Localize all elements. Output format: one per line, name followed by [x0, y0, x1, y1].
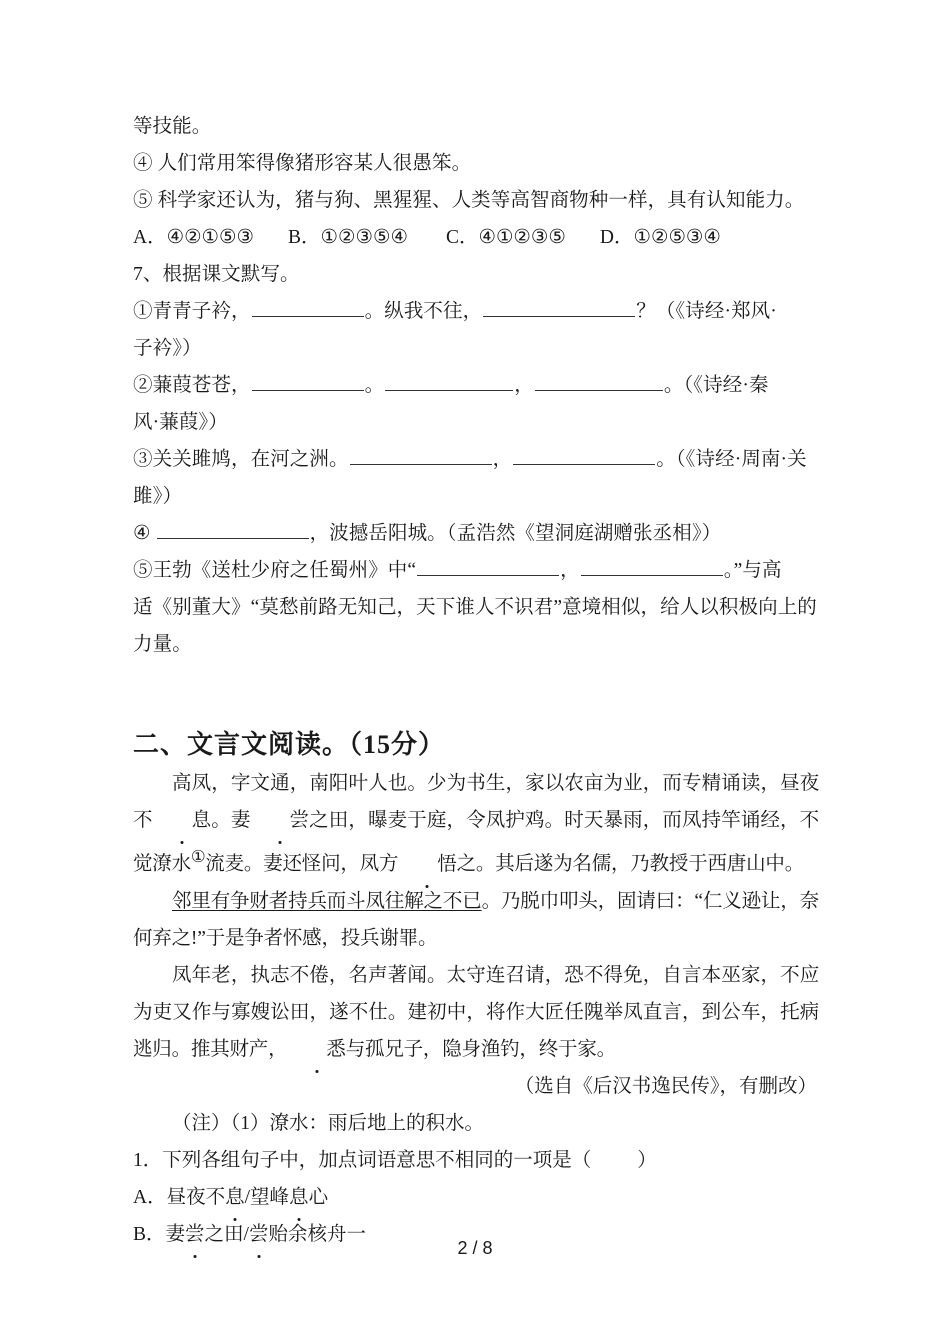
wenyan-p1-a: 高凤，字文通，南阳叶人也。少为书生，家以农亩为业，而专精诵读，昼夜不 — [133, 773, 819, 831]
q7-item-2-text-4: 。（《诗经·秦 — [663, 375, 769, 396]
q7-item-2 — [133, 367, 819, 404]
q6-option-b-value: ①②③⑤④ — [320, 227, 408, 248]
q7-blank-4-1[interactable] — [157, 521, 309, 539]
q7-item-1-text-1: 青青子衿， — [152, 301, 251, 322]
s2-q1-option-b-p2: 之田/ — [204, 1223, 249, 1245]
q7-blank-2-3[interactable] — [535, 373, 663, 391]
emphasis-char-chang-3: 尝 — [249, 1216, 269, 1253]
passage-source: （选自《后汉书逸民传》，有删改） — [514, 1075, 817, 1097]
emphasis-char-xi: 息 — [153, 802, 211, 839]
q6-option-a-value: ④②①⑤③ — [166, 227, 255, 248]
emphasis-char-wu: 悟 — [398, 846, 456, 883]
footnote-marker-1: ① — [190, 848, 206, 866]
s2-q1-option-a-label: A． — [133, 1186, 167, 1208]
q7-item-4-marker: ④ — [133, 523, 151, 544]
q7-blank-5-2[interactable] — [581, 558, 723, 576]
q6-options-row — [133, 219, 819, 256]
emphasis-char-xi-2: 悉 — [287, 1031, 345, 1068]
s2-q1-option-a-p3: 心 — [308, 1186, 329, 1208]
q7-item-5-text-1: 王勃《送杜少府之任蜀州》中“ — [152, 560, 417, 581]
emphasis-char-xi-3: 息 — [225, 1179, 245, 1216]
q7-blank-3-2[interactable] — [513, 447, 655, 465]
q7-item-3-text-3: 。（《诗经·周南·关 — [656, 449, 807, 470]
page-number-footer: 2 / 8 — [457, 1238, 493, 1258]
wenyan-paragraph-2 — [133, 883, 819, 957]
page-content — [133, 108, 819, 1253]
s2-q1-stem — [133, 1142, 819, 1179]
wenyan-p1-b: 。妻 — [210, 810, 251, 831]
q7-item-2-text-2: 。 — [364, 375, 385, 396]
wenyan-paragraph-3 — [133, 957, 819, 1068]
q7-item-5-marker: ⑤ — [133, 560, 153, 581]
q6-option-d-label: D． — [599, 227, 634, 248]
q7-item-5-text-3: 。”与高 — [723, 560, 782, 581]
q7-item-1-text-2: 。纵我不往， — [364, 301, 483, 322]
section-2-heading: 二、文言文阅读。（15分） — [133, 730, 446, 759]
wenyan-paragraph-1 — [133, 765, 819, 883]
q6-option-c-label: C． — [445, 227, 479, 248]
q7-item-2-cont: 风·蒹葭》） — [133, 412, 228, 433]
q6-item-4: ④ 人们常用笨得像猪形容某人很愚笨。 — [133, 153, 472, 174]
s2-q1-option-b-p3: 贻余核舟一 — [268, 1223, 366, 1245]
q7-title: 7、根据课文默写。 — [133, 264, 300, 285]
q7-blank-1-2[interactable] — [483, 299, 635, 317]
s2-q1-option-a[interactable] — [133, 1179, 819, 1216]
q6-option-c[interactable] — [446, 219, 566, 256]
q7-item-5 — [133, 552, 819, 589]
q7-item-3-text-2: ， — [492, 449, 513, 470]
q7-item-3-text-1: 关关雎鸠，在河之洲。 — [152, 449, 349, 470]
wenyan-p3-b: 与孤兄子，隐身渔钓，终于家。 — [345, 1038, 616, 1060]
q7-item-1 — [133, 293, 819, 330]
wenyan-p1-c: 之田，曝麦于庭，令凤护鸡。时天暴雨，而凤持竿诵经，不觉潦水 — [133, 810, 819, 875]
q7-item-1-cont: 子衿》） — [133, 338, 202, 359]
q7-item-2-marker: ② — [133, 375, 153, 396]
q7-item-3-marker: ③ — [133, 449, 153, 470]
q7-blank-1-1[interactable] — [252, 299, 364, 317]
s2-q1-stem-b: ） — [637, 1149, 657, 1171]
emphasis-char-chang-1: 尝 — [251, 802, 309, 839]
q7-item-5-cont-2: 力量。 — [133, 634, 192, 655]
q7-item-5-text-2: ， — [560, 560, 580, 581]
q6-item-5: ⑤ 科学家还认为，猪与狗、黑猩猩、人类等高智商物种一样，具有认知能力。 — [133, 190, 805, 211]
underlined-sentence: 邻里有争财者持兵而斗凤往解之不已 — [172, 890, 482, 912]
wenyan-p1-d: 流麦。妻还怪问，凤方 — [205, 853, 399, 875]
q7-blank-3-1[interactable] — [350, 447, 492, 465]
q6-option-d[interactable] — [600, 219, 721, 256]
q7-item-4-text-1: ，波撼岳阳城。（孟浩然《望洞庭湖赠张丞相》） — [309, 523, 722, 544]
s2-q1-option-a-p1: 昼夜不 — [166, 1186, 226, 1208]
q7-blank-2-1[interactable] — [252, 373, 364, 391]
wenyan-p3-a: 凤年老，执志不倦，名声著闻。太守连召请，恐不得免，自言本巫家，不应为吏又作与寡嫂讼田，遂不仕。建初中，将作大匠任隗举凤直言，到公车，托病逃归。推其财产， — [133, 964, 819, 1060]
q7-item-3-cont: 雎》） — [133, 486, 183, 507]
q7-blank-2-2[interactable] — [385, 373, 513, 391]
q6-option-a[interactable] — [133, 219, 254, 256]
q7-blank-5-1[interactable] — [417, 558, 559, 576]
q7-item-1-marker: ① — [133, 301, 153, 322]
q7-item-3 — [133, 441, 819, 478]
passage-footnote: （注）（1）潦水：雨后地上的积水。 — [172, 1112, 485, 1134]
emphasis-char-xi-4: 息 — [289, 1179, 309, 1216]
s2-q1-option-a-p2: /望峰 — [244, 1186, 290, 1208]
q6-option-a-label: A． — [133, 227, 167, 248]
q7-item-2-text-1: 蒹葭苍苍， — [152, 375, 251, 396]
q7-item-1-text-3: ？（《诗经·郑风· — [636, 301, 777, 322]
wenyan-p2-rest: 。乃脱巾叩头，固请曰：“仁义逊让，奈何弃之!”于是争者怀感，投兵谢罪。 — [133, 890, 819, 949]
q6-option-b-label: B． — [288, 227, 321, 248]
q6-option-b[interactable] — [288, 219, 408, 256]
s2-q1-option-b-label: B． — [133, 1223, 166, 1245]
q6-option-d-value: ①②⑤③④ — [633, 227, 721, 248]
s2-q1-option-b-p1: 妻 — [165, 1223, 186, 1245]
emphasis-char-chang-2: 尝 — [185, 1216, 205, 1253]
q7-item-5-cont-1: 适《别董大》“莫愁前路无知己，天下谁人不识君”意境相似，给人以积极向上的 — [133, 597, 817, 618]
q6-stem-tail: 等技能。 — [133, 116, 212, 137]
s2-q1-stem-a: 1．下列各组句子中，加点词语意思不相同的一项是（ — [133, 1149, 592, 1171]
q6-option-c-value: ④①②③⑤ — [478, 227, 566, 248]
wenyan-p1-e: 之。其后遂为名儒，乃教授于西唐山中。 — [456, 853, 805, 875]
q7-item-2-text-3: ， — [514, 375, 534, 396]
q7-item-4 — [133, 515, 819, 552]
